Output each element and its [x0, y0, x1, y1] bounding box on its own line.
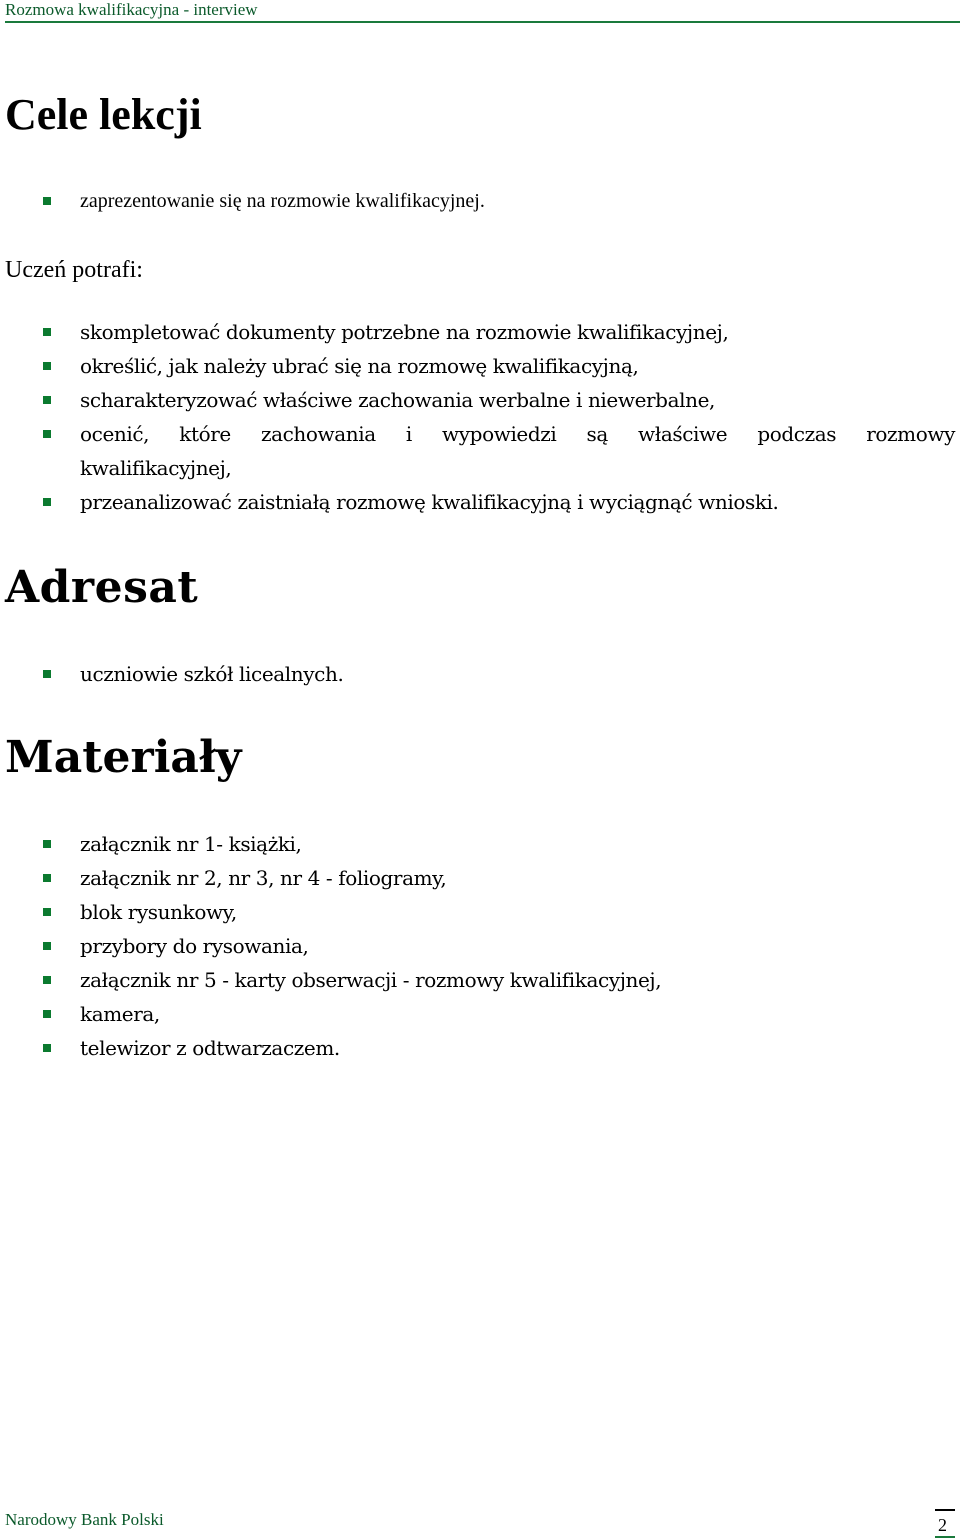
- page-number-bottom-rule: [935, 1536, 955, 1538]
- list-item: telewizor z odtwarzaczem.: [0, 1031, 661, 1065]
- header-divider: [5, 21, 960, 23]
- page-header: [5, 0, 960, 24]
- list-item: skompletować dokumenty potrzebne na rozmowie kwalifikacyjnej,: [0, 315, 955, 349]
- square-bullet-icon: [43, 362, 51, 370]
- adresat-list: [0, 657, 343, 691]
- square-bullet-icon: [43, 1010, 51, 1018]
- square-bullet-icon: [43, 430, 51, 438]
- section-heading-goals: Cele lekcji: [5, 90, 202, 139]
- section-heading-adresat: Adresat: [5, 562, 199, 613]
- square-bullet-icon: [43, 396, 51, 404]
- page-number-top-rule: [935, 1509, 955, 1511]
- section-heading-materials: Materiały: [5, 732, 242, 783]
- square-bullet-icon: [43, 328, 51, 336]
- footer-publisher: Narodowy Bank Polski: [5, 1510, 164, 1529]
- square-bullet-icon: [43, 670, 51, 678]
- header-title: Rozmowa kwalifikacyjna - interview: [5, 0, 258, 19]
- square-bullet-icon: [43, 840, 51, 848]
- list-item: scharakteryzować właściwe zachowania werbalne i niewerbalne,: [0, 383, 955, 417]
- list-item: załącznik nr 2, nr 3, nr 4 - foliogramy,: [0, 861, 661, 895]
- page-number: 2: [938, 1515, 947, 1535]
- square-bullet-icon: [43, 197, 51, 205]
- materials-list: [0, 827, 661, 1065]
- list-item: załącznik nr 1- książki,: [0, 827, 661, 861]
- section-heading-skills: Uczeń potrafi:: [5, 257, 143, 283]
- list-item: przybory do rysowania,: [0, 929, 661, 963]
- list-item: uczniowie szkół licealnych.: [0, 657, 343, 691]
- square-bullet-icon: [43, 976, 51, 984]
- square-bullet-icon: [43, 498, 51, 506]
- square-bullet-icon: [43, 1044, 51, 1052]
- list-item: zaprezentowanie się na rozmowie kwalifikacyjnej.: [0, 184, 485, 218]
- skills-list: [0, 315, 955, 519]
- list-item: przeanalizować zaistniałą rozmowę kwalifikacyjną i wyciągnąć wnioski.: [0, 485, 955, 519]
- list-item: ocenić, które zachowania i wypowiedzi są właściwe podczas rozmowy: [0, 417, 955, 451]
- list-item: blok rysunkowy,: [0, 895, 661, 929]
- list-item: określić, jak należy ubrać się na rozmowę kwalifikacyjną,: [0, 349, 955, 383]
- square-bullet-icon: [43, 874, 51, 882]
- square-bullet-icon: [43, 908, 51, 916]
- list-item: kamera,: [0, 997, 661, 1031]
- square-bullet-icon: [43, 942, 51, 950]
- goals-list: [0, 184, 485, 218]
- list-item: załącznik nr 5 - karty obserwacji - rozmowy kwalifikacyjnej,: [0, 963, 661, 997]
- list-item-continuation: kwalifikacyjnej,: [80, 456, 232, 480]
